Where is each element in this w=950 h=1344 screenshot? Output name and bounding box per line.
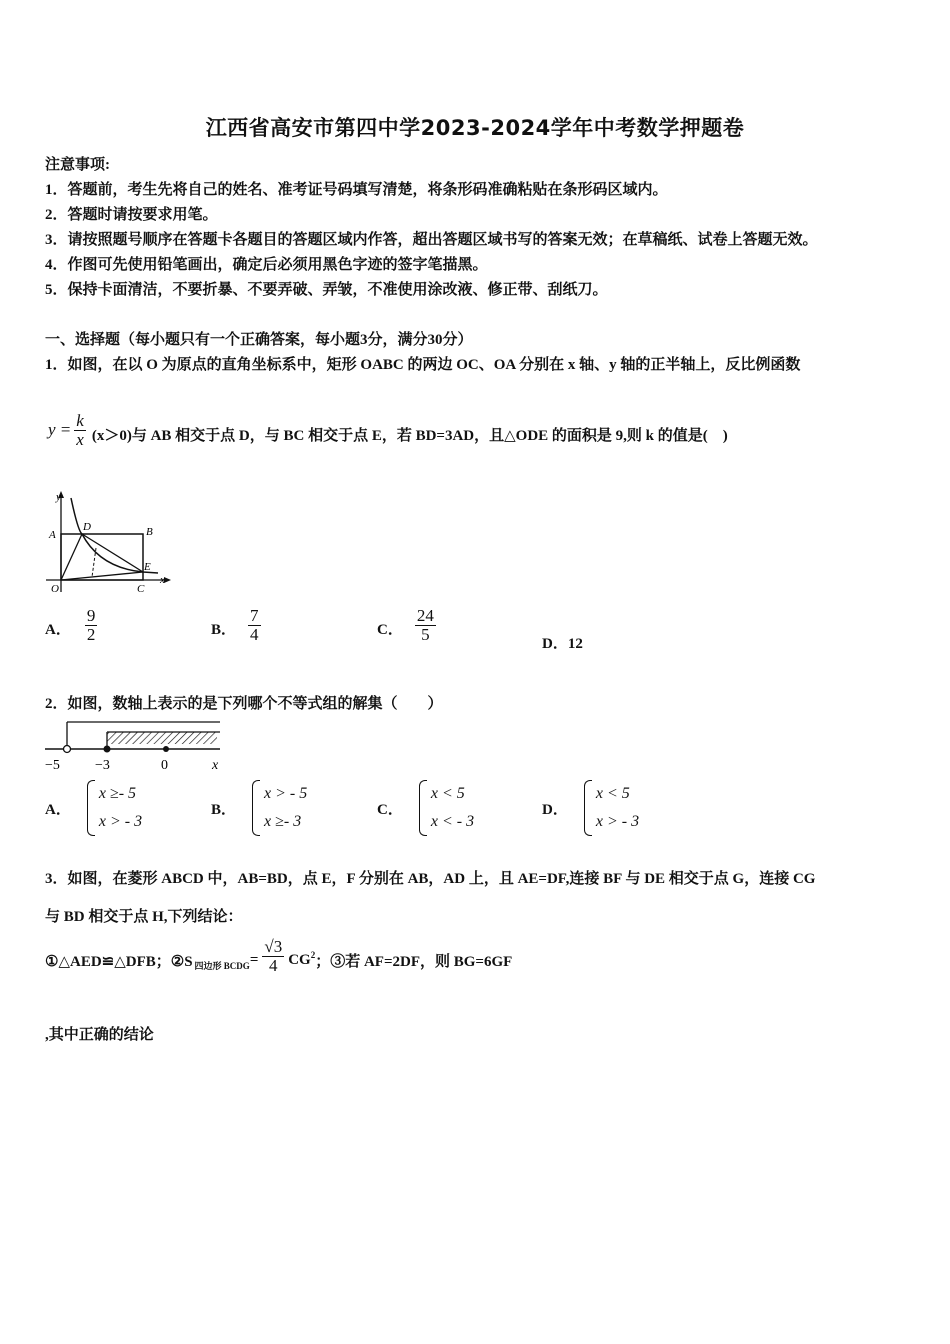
q1-label-A: A: [49, 529, 56, 541]
q1-line-DE: [82, 534, 143, 572]
q1-option-b[interactable]: [211, 607, 261, 644]
q1-formula-den: x: [76, 429, 84, 449]
q1-option-b-letter: B．: [211, 621, 237, 638]
notice-item-1: 1．答题前，考生先将自己的姓名、准考证号码填写清楚，将条形码准确粘贴在条形码区域内。: [45, 182, 668, 198]
q1-option-c-letter: C．: [377, 621, 403, 638]
q1-formula-fraction: [74, 412, 86, 449]
q2-option-c-line1: x < 5: [430, 785, 465, 802]
q1-line-OE: [61, 572, 143, 580]
q1-label-E: E: [144, 561, 151, 573]
q2-number-line: [40, 716, 230, 774]
q3-line2: 与 BD 相交于点 H,下列结论：: [45, 909, 243, 925]
q3-c-num: √3: [264, 937, 283, 956]
q1-x-arrow: [164, 577, 171, 583]
q3-c-rest: ；③若 AF=2DF，则 BG=6GF: [315, 953, 513, 970]
q3-c-cg: CG: [288, 951, 311, 968]
q2-label-minus3: −3: [95, 758, 110, 773]
notice-heading: 注意事项:: [45, 157, 110, 173]
q1-figure: [40, 488, 175, 596]
q3-c-eq: =: [249, 951, 259, 968]
q1-line2: [48, 412, 728, 449]
q2-option-d-line1: x < 5: [595, 785, 630, 802]
q3-c-sup: 2: [310, 950, 316, 961]
q2-option-b-line2: x ≥- 3: [264, 813, 302, 830]
q2-solid-point: [104, 746, 111, 753]
q1-label-D: D: [83, 521, 91, 533]
q1-line1: 1．如图，在以 O 为原点的直角坐标系中，矩形 OABC 的两边 OC、OA 分别在 x 轴、y 轴的正半轴上，反比例函数: [45, 357, 801, 373]
q2-option-a-line1: x ≥- 5: [98, 785, 137, 802]
q1-label-B: B: [146, 526, 153, 538]
q1-option-d[interactable]: [542, 632, 583, 653]
q2-label-x: x: [212, 758, 219, 773]
q2-option-c[interactable]: [377, 780, 474, 836]
q2-option-b-letter: B．: [211, 801, 237, 818]
q1-label-y: y: [56, 491, 61, 503]
q2-option-c-letter: C．: [377, 801, 403, 818]
q1-option-b-num: 7: [250, 606, 259, 625]
q2-option-a-line2: x > - 3: [98, 813, 143, 830]
q1-option-c-den: 5: [421, 624, 430, 644]
q1-label-O: O: [51, 583, 59, 595]
q2-option-d[interactable]: [542, 780, 639, 836]
q1-option-a[interactable]: [45, 607, 97, 644]
q2-option-b[interactable]: [211, 780, 307, 836]
q2-option-b-line1: x > - 5: [264, 785, 308, 802]
q2-origin-point: [163, 746, 169, 752]
q1-option-d-letter: D．: [542, 636, 568, 652]
q2-label-minus5: −5: [45, 758, 60, 773]
q2-option-a-letter: A．: [45, 801, 71, 818]
q1-option-c-num: 24: [416, 606, 434, 625]
q3-line1: 3．如图，在菱形 ABCD 中，AB=BD，点 E，F 分别在 AB，AD 上，且 AE=DF,连接 BF 与 DE 相交于点 G，连接 CG: [45, 871, 816, 887]
notice-item-4: 4．作图可先使用铅笔画出，确定后必须用黑色字迹的签字笔描黑。: [45, 257, 488, 273]
q2-option-c-line2: x < - 3: [430, 813, 475, 830]
q3-c-sub: 四边形 BCDG: [194, 960, 250, 971]
q1-line-OD: [61, 534, 82, 580]
q1-option-c[interactable]: [377, 607, 436, 644]
section-heading: 一、选择题（每小题只有一个正确答案，每小题3分，满分30分）: [45, 332, 473, 348]
q2-hatched-region: [107, 732, 217, 744]
page-title: 江西省高安市第四中学2023-2024学年中考数学押题卷: [205, 116, 745, 140]
q1-option-a-den: 2: [86, 624, 96, 644]
q2-option-d-letter: D．: [542, 801, 568, 818]
q1-label-C: C: [137, 583, 145, 595]
q2-text: 2．如图，数轴上表示的是下列哪个不等式组的解集（ ）: [45, 696, 443, 712]
q1-label-x: x: [160, 574, 165, 586]
q1-option-a-num: 9: [86, 606, 96, 625]
q1-option-b-den: 4: [250, 624, 259, 644]
notice-item-3: 3．请按照题号顺序在答题卡各题目的答题区域内作答，超出答题区域书写的答案无效；在草稿纸、试卷上答题无效。: [45, 232, 818, 248]
q2-label-0: 0: [161, 758, 168, 773]
q2-option-a[interactable]: [45, 780, 142, 836]
q3-c1: ①△AED≌△DFB；②S: [45, 953, 193, 970]
q1-formula-num: k: [76, 411, 84, 430]
notice-item-2: 2．答题时请按要求用笔。: [45, 207, 218, 223]
q2-option-d-line2: x > - 3: [595, 813, 640, 830]
q1-line2-text: (x＞0)与 AB 相交于点 D，与 BC 相交于点 E，若 BD=3AD，且△ODE 的面积是 9,则 k 的值是( ): [91, 427, 728, 444]
notice-item-5: 5．保持卡面清洁，不要折暴、不要弄破、弄皱，不准使用涂改液、修正带、刮纸刀。: [45, 282, 608, 298]
q3-conclusions: [45, 938, 512, 975]
q2-open-point: [64, 746, 71, 753]
q3-c-den: 4: [269, 955, 278, 975]
q1-formula-lhs: y =: [48, 420, 72, 440]
q1-option-d-text: 12: [567, 636, 583, 652]
q3-line4: ,其中正确的结论: [45, 1027, 154, 1043]
q1-option-a-letter: A．: [45, 621, 71, 638]
